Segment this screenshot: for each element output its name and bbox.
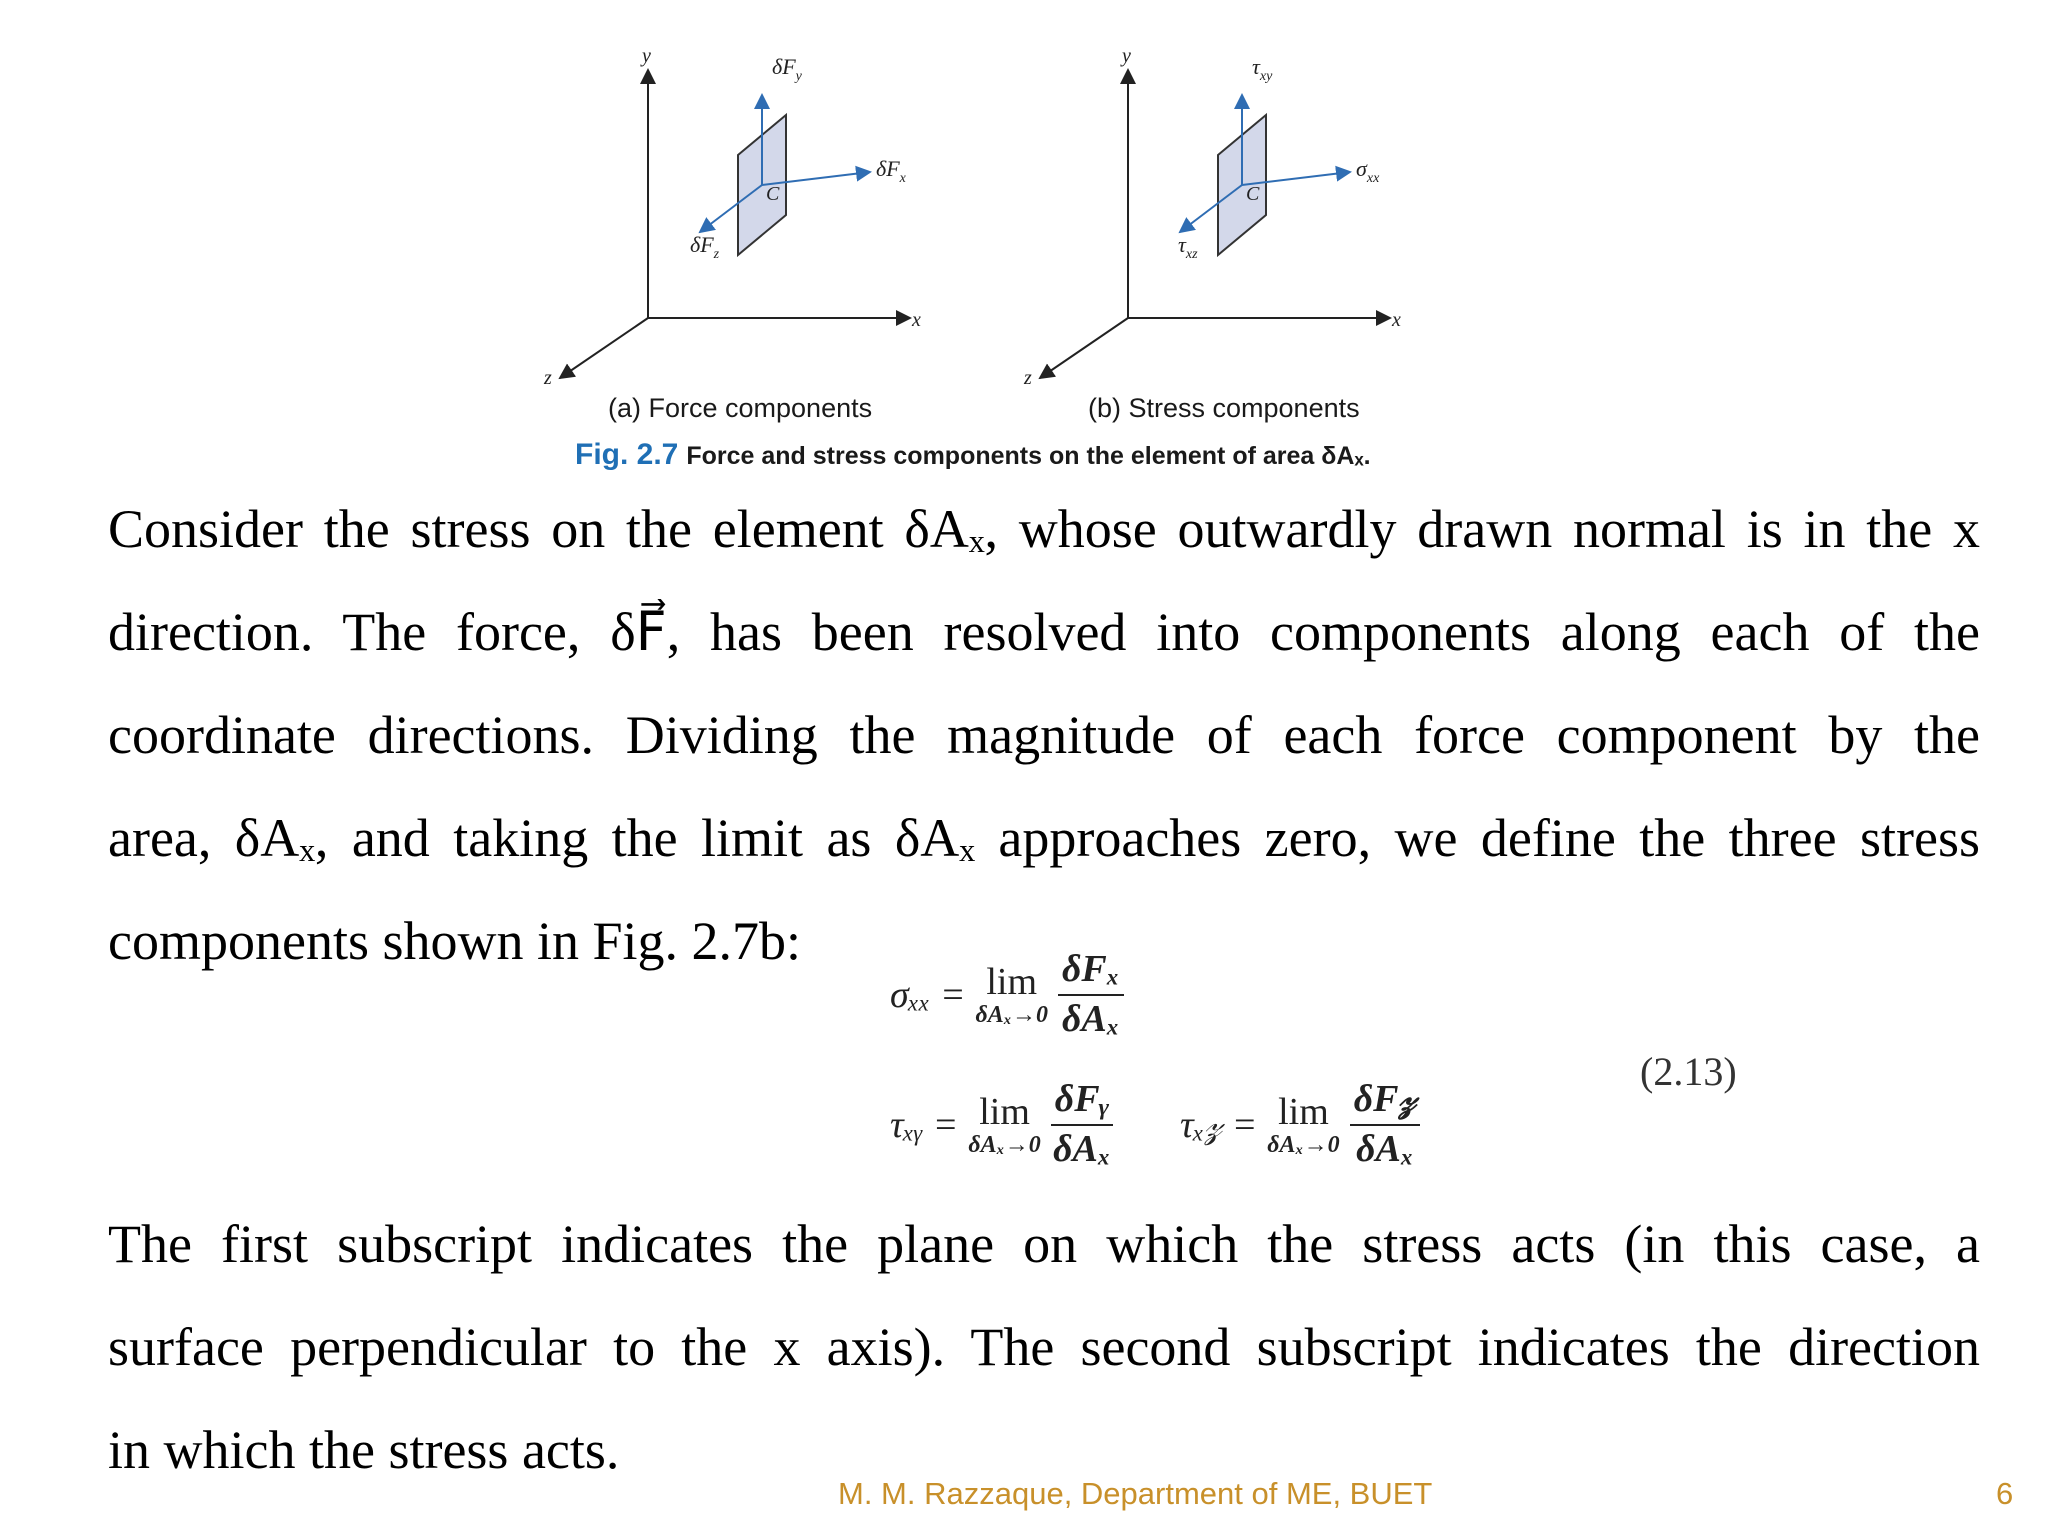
panel-a-subcaption: (a) Force components — [608, 393, 873, 423]
panel-b-label-up: $\tau_{xy}$ — [1252, 54, 1273, 84]
panel-a-label-z: z — [544, 367, 552, 389]
panel-a-label-c: C — [766, 183, 780, 205]
panel-b-label-diag: $\tau_{xz}$ — [1178, 232, 1198, 262]
panel-b-label-c: C — [1246, 183, 1260, 205]
panel-b-diagram — [1023, 45, 1401, 389]
equation-1-lhs: σₓₓ = — [890, 973, 966, 1016]
equation-2-lhs: τₓᵧ = — [890, 1103, 959, 1146]
paragraph-2-line-2: surface perpendicular to the x axis). The second subscript indicates the direction — [108, 1317, 1980, 1377]
equation-2-numerator: δFᵧ — [1051, 1080, 1113, 1126]
paragraph-1-line-3: coordinate directions. Dividing the magnitude of each force component by the — [108, 705, 1980, 765]
panel-b-label-z: z — [1024, 367, 1032, 389]
equation-number: (2.13) — [1640, 1049, 1737, 1094]
paragraph-1 — [108, 478, 1980, 993]
equation-3-denominator: δAₓ — [1356, 1127, 1414, 1170]
equation-3-lim-sub: δAₓ→0 — [1267, 1131, 1340, 1158]
equation-1-lim-sub: δAₓ→0 — [975, 1001, 1048, 1028]
equation-3-numerator: δF𝓏 — [1350, 1080, 1420, 1126]
equation-3-lim-word: lim — [1278, 1090, 1329, 1133]
panel-a-label-up: $\delta F_y$ — [772, 54, 802, 84]
paragraph-2-line-3: in which the stress acts. — [108, 1420, 620, 1480]
panel-a-label-diag: $\delta F_z$ — [690, 232, 720, 262]
equation-1-denominator: δAₓ — [1061, 997, 1120, 1040]
equation-2-limit — [968, 1090, 1041, 1158]
panel-a-label-right: $\delta F_x$ — [876, 156, 906, 186]
panel-b-label-right: $\sigma_{xx}$ — [1356, 156, 1380, 186]
figure-caption-label: Fig. 2.7 — [575, 438, 679, 471]
panel-b-subcaption: (b) Stress components — [1088, 393, 1360, 423]
paragraph-2 — [108, 1193, 1980, 1502]
figure-diagram — [540, 40, 1460, 400]
panel-b-z-axis — [1040, 318, 1128, 378]
equation-tau-xz — [1180, 1080, 1420, 1170]
paragraph-2-line-1: The first subscript indicates the plane on which the stress acts (in this case, a — [108, 1214, 1980, 1274]
equation-block-2-13 — [880, 950, 1780, 1200]
equation-3-limit — [1267, 1090, 1340, 1158]
equation-sigma-xx — [890, 950, 1124, 1040]
panel-a-label-y: y — [642, 45, 651, 67]
equation-1-limit — [975, 960, 1048, 1028]
footer-credit: M. M. Razzaque, Department of ME, BUET — [838, 1476, 1433, 1511]
page-number: 6 — [1996, 1476, 2014, 1511]
equation-2-lim-word: lim — [979, 1090, 1030, 1133]
panel-b-label-x: x — [1392, 309, 1401, 331]
equation-3-fraction — [1350, 1080, 1420, 1170]
equation-2-fraction — [1051, 1080, 1113, 1170]
figure-caption-text: Force and stress components on the element of area δAₓ. — [686, 442, 1371, 470]
panel-a-label-x: x — [912, 309, 921, 331]
equation-tau-xy — [890, 1080, 1113, 1170]
panel-b-label-y: y — [1122, 45, 1131, 67]
equation-1-fraction — [1058, 950, 1124, 1040]
equation-1-lim-word: lim — [986, 960, 1038, 1003]
paragraph-1-line-2: direction. The force, δF⃗, has been resolved into components along each of the — [108, 602, 1980, 662]
figure-2-7 — [540, 40, 1460, 480]
panel-a-z-axis — [560, 318, 648, 378]
paragraph-1-line-1: Consider the stress on the element δAₓ, whose outwardly drawn normal is in the x — [108, 499, 1980, 559]
equation-3-lhs: τₓ𝓏 = — [1180, 1103, 1258, 1146]
equation-2-lim-sub: δAₓ→0 — [968, 1131, 1041, 1158]
paragraph-1-line-5: components shown in Fig. 2.7b: — [108, 911, 802, 971]
panel-a-diagram — [543, 45, 921, 389]
figure-caption — [575, 438, 1371, 472]
paragraph-1-line-4: area, δAₓ, and taking the limit as δAₓ approaches zero, we define the three stress — [108, 808, 1980, 868]
equation-1-numerator: δFₓ — [1058, 950, 1124, 996]
equation-2-denominator: δAₓ — [1053, 1127, 1111, 1170]
